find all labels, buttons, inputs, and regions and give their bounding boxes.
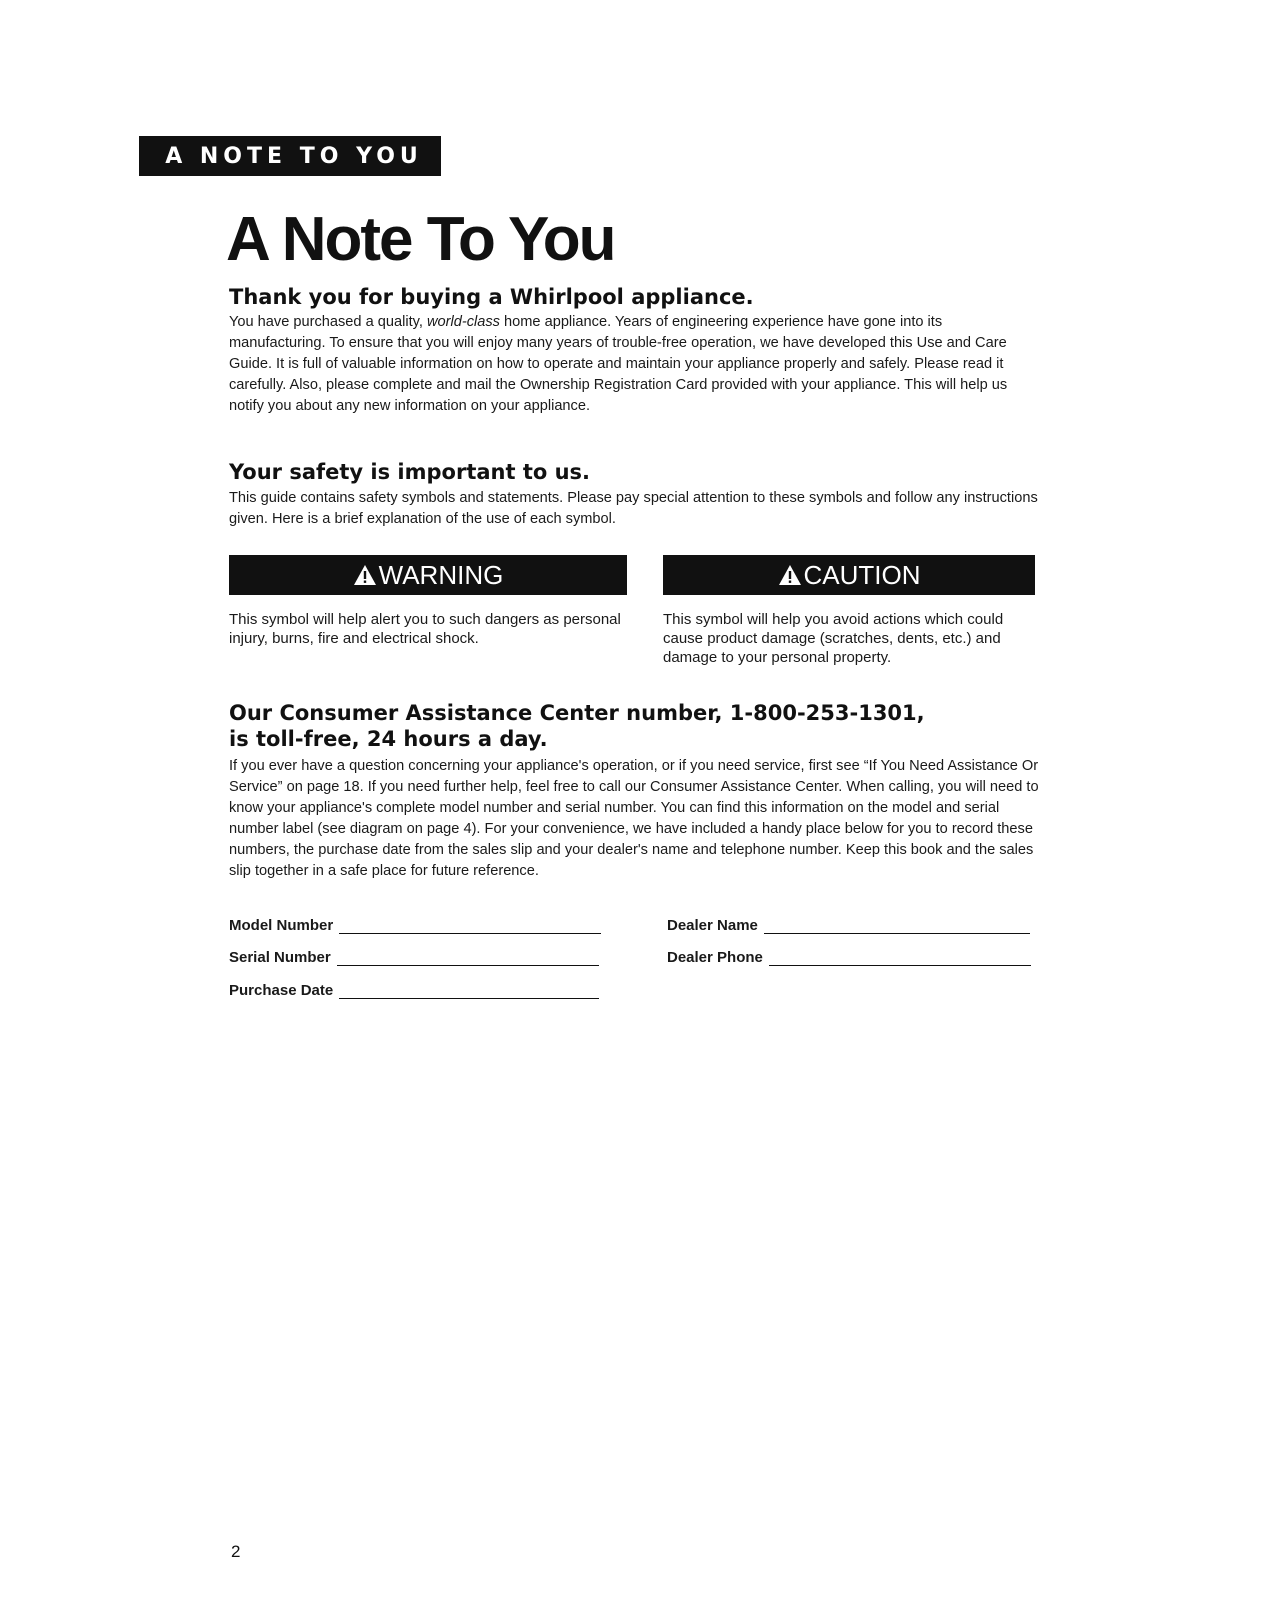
caution-description: This symbol will help you avoid actions which could cause product damage (scratches, dents, etc.) and damage to your personal property.: [663, 611, 1004, 666]
intro-text-after: home appliance. Years of engineering experience have gone into its manufacturing. To ensure that you will enjoy many years of trouble-free operation, we have developed this Use and Care Guide. It is full of valuable information on how to operate and maintain your appliance properly and safely. Please read it carefully. Also, please complete and mail the Ownership Registration Card provided with your appliance. This will help us notify you about any new information on your appliance.: [229, 314, 1008, 414]
caution-triangle-icon: [778, 564, 802, 586]
dealer-phone-label: Dealer Phone: [667, 949, 763, 966]
serial-number-label: Serial Number: [229, 949, 331, 966]
model-number-field[interactable]: [229, 915, 601, 934]
dealer-phone-line[interactable]: [769, 947, 1031, 966]
caution-banner: [663, 555, 1035, 595]
safety-heading: Your safety is important to us.: [229, 460, 591, 484]
intro-text-before: You have purchased a quality,: [229, 314, 427, 330]
safety-paragraph: This guide contains safety symbols and statements. Please pay special attention to these symbols and follow any instructions given. Here is a brief explanation of the use of each symbol.: [229, 490, 1038, 527]
purchase-date-label: Purchase Date: [229, 982, 334, 999]
dealer-name-field[interactable]: [667, 915, 1030, 934]
assistance-heading-line1: Our Consumer Assistance Center number, 1-800-253-1301,: [229, 701, 925, 725]
intro-paragraph: [229, 312, 1039, 417]
warning-label: WARNING: [378, 559, 504, 590]
warning-triangle-icon: [353, 564, 377, 586]
model-number-label: Model Number: [229, 917, 334, 934]
intro-heading: Thank you for buying a Whirlpool appliance.: [229, 285, 754, 309]
purchase-date-line[interactable]: [339, 980, 599, 999]
section-tab: [139, 136, 441, 176]
dealer-name-line[interactable]: [764, 915, 1030, 934]
serial-number-line[interactable]: [337, 947, 599, 966]
warning-description: This symbol will help alert you to such dangers as personal injury, burns, fire and electrical shock.: [229, 611, 621, 647]
caution-label: CAUTION: [803, 559, 921, 590]
warning-banner: [229, 555, 627, 595]
intro-emphasis: world-class: [426, 314, 500, 330]
purchase-date-field[interactable]: [229, 980, 599, 999]
page-number: 2: [231, 1542, 241, 1561]
serial-number-field[interactable]: [229, 947, 599, 966]
page-title: A Note To You: [226, 205, 615, 274]
section-tab-label: A NOTE TO YOU: [165, 143, 423, 169]
dealer-name-label: Dealer Name: [667, 917, 758, 934]
model-number-line[interactable]: [339, 915, 601, 934]
assistance-heading-line2: is toll-free, 24 hours a day.: [229, 727, 548, 751]
assistance-paragraph: If you ever have a question concerning your appliance's operation, or if you need service, first see “If You Need Assistance Or Service” on page 18. If you need further help, feel free to call our Consumer Assistance Center. When calling, you will need to know your appliance's complete model number and serial number. You can find this information on the model and serial number label (see diagram on page 4). For your convenience, we have included a handy place below for you to record these numbers, the purchase date from the sales slip and your dealer's name and telephone number. Keep this book and the sales slip together in a safe place for future reference.: [229, 758, 1039, 879]
dealer-phone-field[interactable]: [667, 947, 1031, 966]
